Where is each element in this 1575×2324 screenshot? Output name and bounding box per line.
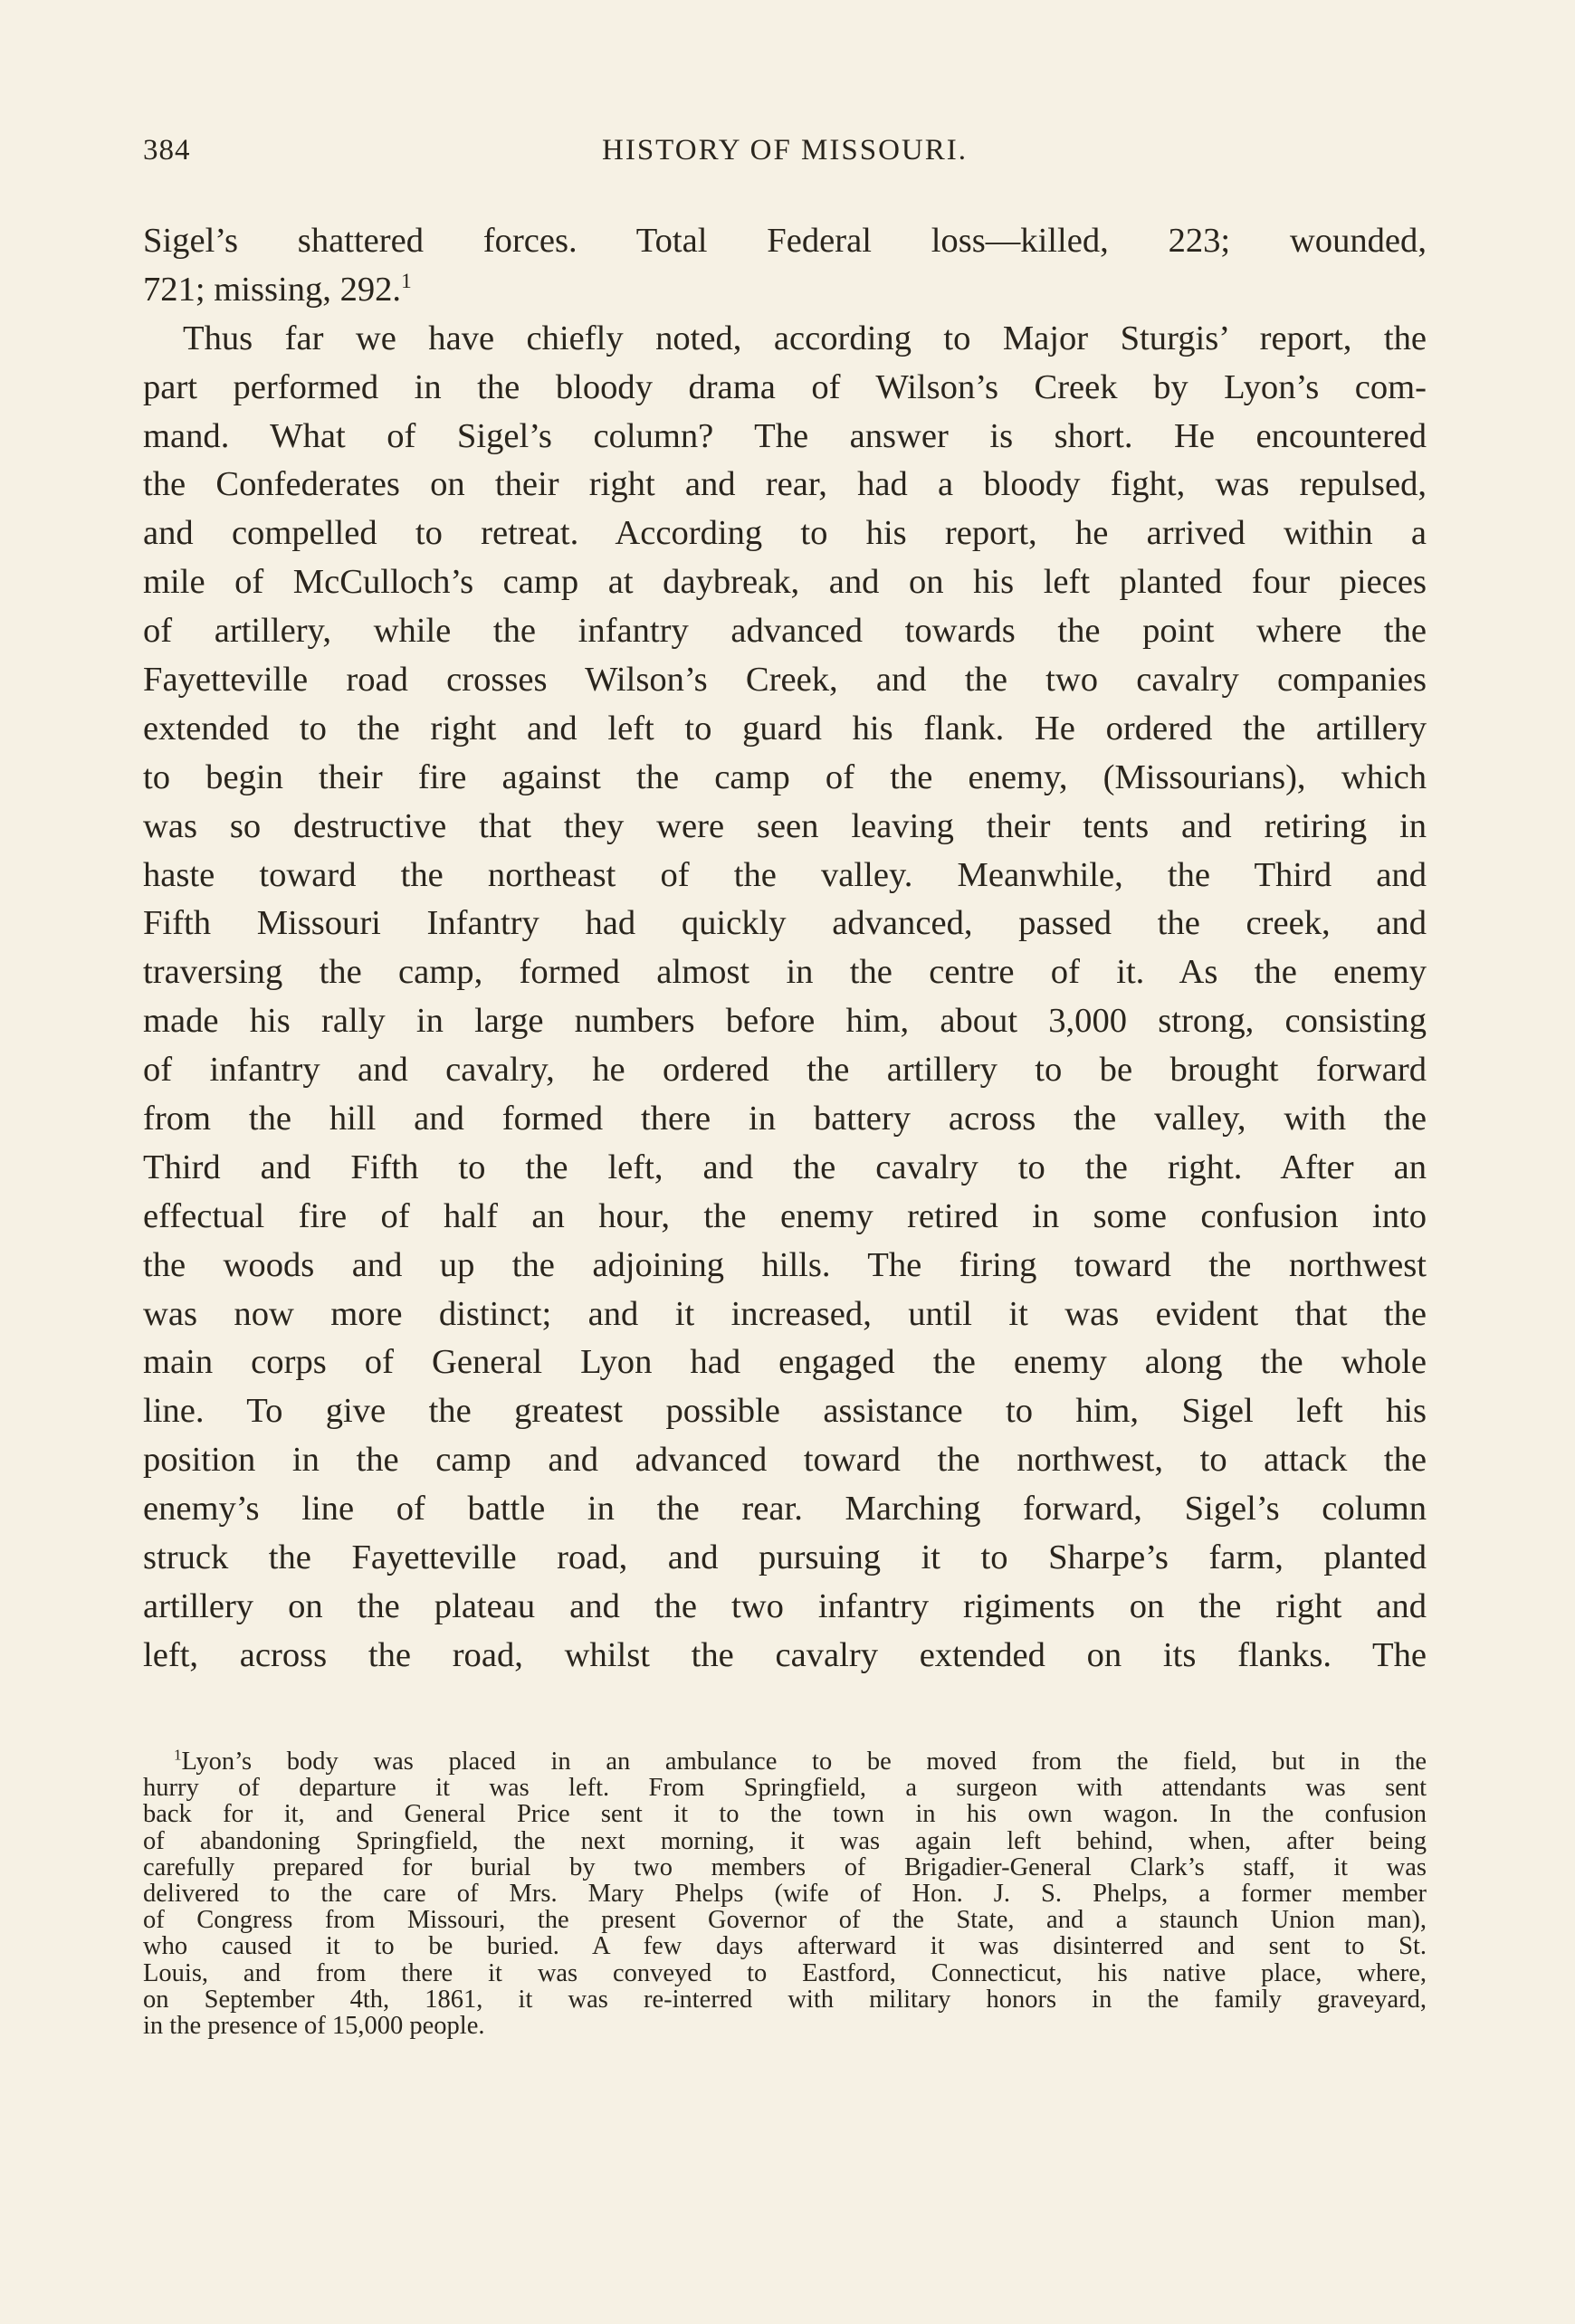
footnote-line: Louis, and from there it was conveyed to Eastford, Connecticut, his native place, where, — [143, 1958, 1427, 1987]
text-line: effectual fire of half an hour, the enemy retired in some confusion into — [143, 1196, 1427, 1235]
text-line: Sigel’s shattered forces. Total Federal loss—killed, 223; wounded, — [143, 222, 1427, 260]
text-line: enemy’s line of battle in the rear. Marching forward, Sigel’s column — [143, 1490, 1427, 1529]
text-line: to begin their fire against the camp of the enemy, (Missourians), which — [143, 757, 1427, 796]
text-line: artillery on the plateau and the two infantry rigiments on the right and — [143, 1586, 1427, 1625]
page-number: 384 — [143, 134, 191, 167]
text-line: was now more distinct; and it increased, until it was evident that the — [143, 1294, 1427, 1333]
text-line: of infantry and cavalry, he ordered the artillery to be brought forward — [143, 1051, 1427, 1090]
footnote-line: back for it, and General Price sent it to the town in his own wagon. In the confusion — [143, 1800, 1427, 1829]
text-line: mand. What of Sigel’s column? The answer is short. He encountered — [143, 416, 1427, 455]
text-line: the Confederates on their right and rear, had a bloody fight, was repulsed, — [143, 465, 1427, 504]
text-line: part performed in the bloody drama of Wilson’s Creek by Lyon’s com- — [143, 367, 1427, 406]
text-line: Third and Fifth to the left, and the cavalry to the right. After an — [143, 1148, 1427, 1186]
footnote-line: in the presence of 15,000 people. — [143, 2011, 485, 2040]
text-line: line. To give the greatest possible assistance to him, Sigel left his — [143, 1392, 1427, 1431]
footnote-line: of abandoning Springfield, the next morning, it was again left behind, when, after being — [143, 1826, 1427, 1855]
text-line: and compelled to retreat. According to his report, he arrived within a — [143, 514, 1427, 553]
text-line: struck the Fayetteville road, and pursuing it to Sharpe’s farm, planted — [143, 1538, 1427, 1577]
text-line: Fifth Missouri Infantry had quickly advanced, passed the creek, and — [143, 904, 1427, 943]
text-line: was so destructive that they were seen leaving their tents and retiring in — [143, 806, 1427, 845]
footnote-line — [143, 1748, 1427, 1775]
text-line: the woods and up the adjoining hills. The firing toward the northwest — [143, 1245, 1427, 1284]
footnote-line: of Congress from Missouri, the present Governor of the State, and a staunch Union man), — [143, 1906, 1427, 1935]
footnote-line: on September 4th, 1861, it was re-interred with military honors in the family graveyard, — [143, 1985, 1427, 2014]
footnote-reference: 1 — [401, 270, 412, 294]
text-line: mile of McCulloch’s camp at daybreak, and on his left planted four pieces — [143, 563, 1427, 602]
footnote-line: hurry of departure it was left. From Springfield, a surgeon with attendants was sent — [143, 1774, 1427, 1803]
footnote-line-content: Lyon’s body was placed in an ambulance to be moved from the field, but in the — [181, 1748, 1427, 1776]
text-line: from the hill and formed there in battery across the valley, with the — [143, 1100, 1427, 1138]
footnote-line: carefully prepared for burial by two members of Brigadier-General Clark’s staff, it was — [143, 1853, 1427, 1881]
text-line: extended to the right and left to guard his flank. He ordered the artillery — [143, 709, 1427, 748]
text-line: Thus far we have chiefly noted, according to Major Sturgis’ report, the — [183, 319, 1427, 357]
text-line: of artillery, while the infantry advanced towards the point where the — [143, 612, 1427, 651]
running-title: HISTORY OF MISSOURI. — [602, 134, 968, 167]
text-line-content: 721; missing, 292. — [143, 270, 402, 309]
text-line: main corps of General Lyon had engaged the enemy along the whole — [143, 1343, 1427, 1382]
running-head — [143, 134, 1427, 174]
footnote-line: who caused it to be buried. A few days afterward it was disinterred and sent to St. — [143, 1932, 1427, 1961]
text-line: haste toward the northeast of the valley. Meanwhile, the Third and — [143, 855, 1427, 894]
body-text — [143, 217, 1427, 1681]
text-line: left, across the road, whilst the cavalry extended on its flanks. The — [143, 1635, 1427, 1674]
text-line — [143, 266, 1427, 315]
footnote — [143, 1748, 1427, 2039]
text-line: position in the camp and advanced toward the northwest, to attack the — [143, 1441, 1427, 1480]
text-line: made his rally in large numbers before him, about 3,000 strong, consisting — [143, 1002, 1427, 1041]
text-line: Fayetteville road crosses Wilson’s Creek, and the two cavalry companies — [143, 661, 1427, 700]
text-line: traversing the camp, formed almost in the centre of it. As the enemy — [143, 953, 1427, 992]
footnote-line: delivered to the care of Mrs. Mary Phelps (wife of Hon. J. S. Phelps, a former member — [143, 1879, 1427, 1908]
footnote-marker: 1 — [174, 1746, 182, 1764]
